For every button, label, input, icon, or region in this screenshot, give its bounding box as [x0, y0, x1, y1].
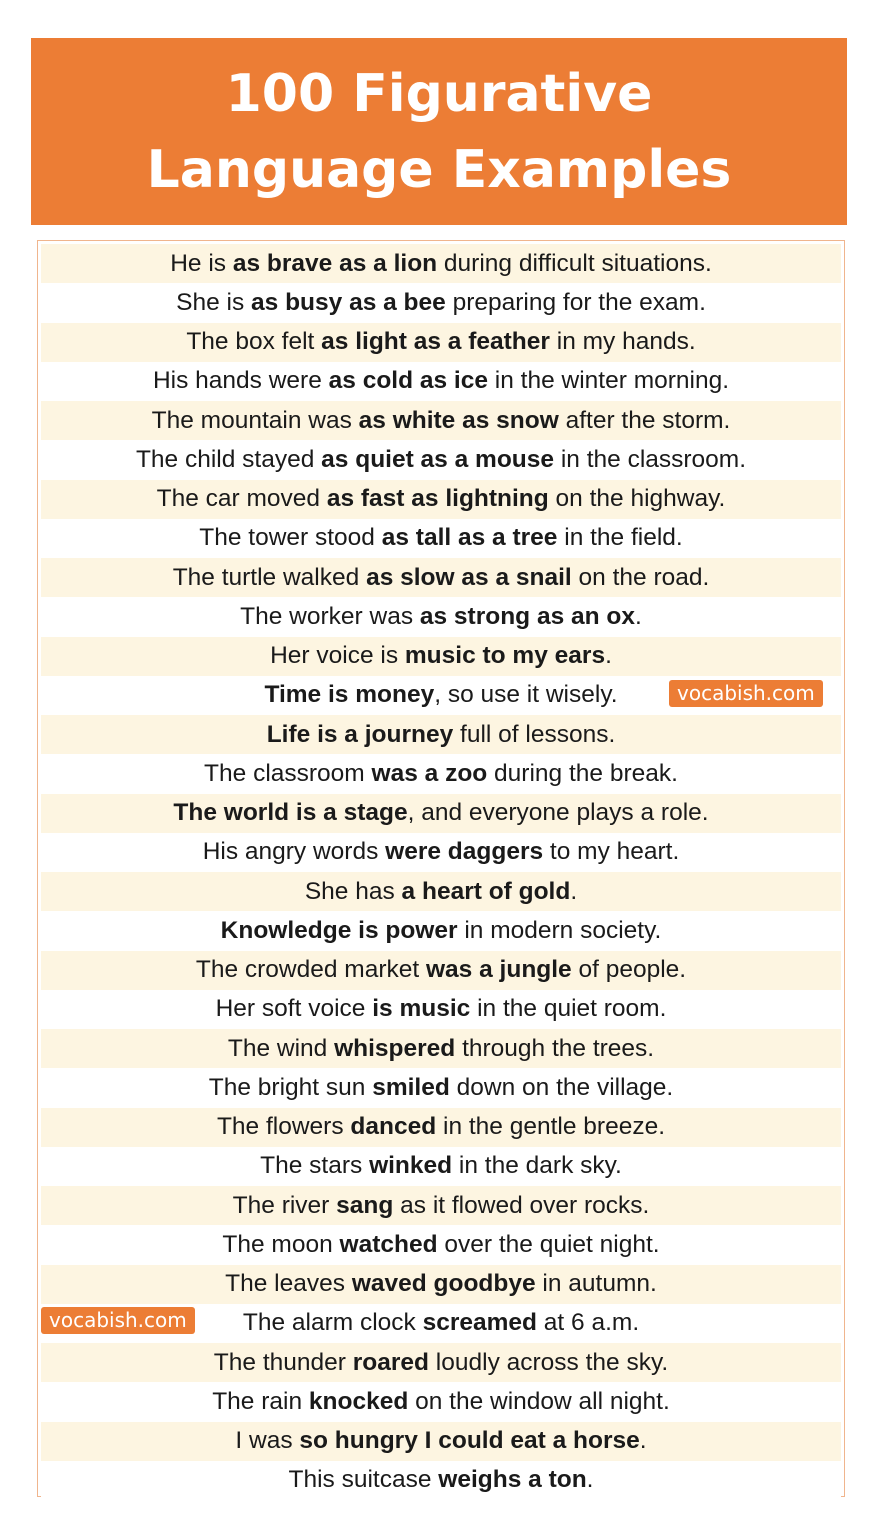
- example-sentence: [170, 250, 712, 278]
- example-text-after: .: [570, 877, 578, 905]
- figurative-phrase: was a jungle: [426, 956, 572, 984]
- example-text-after: .: [586, 1466, 594, 1494]
- example-row: [41, 283, 841, 322]
- example-row: [41, 558, 841, 597]
- example-row: [41, 637, 841, 676]
- figurative-phrase: as light as a feather: [321, 328, 550, 356]
- example-text-after: in the quiet room.: [470, 995, 667, 1023]
- example-text-before: The thunder: [213, 1348, 353, 1376]
- example-text-before: The mountain was: [151, 406, 359, 434]
- example-text-after: in autumn.: [535, 1270, 657, 1298]
- example-sentence: [235, 1427, 646, 1455]
- example-text-before: She is: [176, 288, 252, 316]
- figurative-phrase: Life is a journey: [266, 720, 454, 748]
- example-sentence: [186, 328, 695, 356]
- example-row: [41, 1461, 841, 1500]
- example-text-before: The alarm clock: [242, 1309, 423, 1337]
- example-text-after: , and everyone plays a role.: [407, 799, 709, 827]
- example-text-after: at 6 a.m.: [537, 1309, 640, 1337]
- example-text-after: on the highway.: [548, 485, 726, 513]
- example-sentence: [209, 1074, 673, 1102]
- example-text-after: in the dark sky.: [452, 1152, 622, 1180]
- example-text-after: , so use it wisely.: [434, 681, 618, 709]
- example-sentence: [289, 1466, 594, 1494]
- figurative-phrase: as strong as an ox: [419, 602, 636, 630]
- example-text-after: full of lessons.: [453, 720, 616, 748]
- example-sentence: [270, 642, 612, 670]
- example-text-after: during the break.: [487, 759, 678, 787]
- figurative-phrase: weighs a ton: [438, 1466, 587, 1494]
- example-row: [41, 1147, 841, 1186]
- example-text-before: The leaves: [225, 1270, 352, 1298]
- example-row: [41, 754, 841, 793]
- figurative-phrase: screamed: [422, 1309, 537, 1337]
- example-text-after: after the storm.: [558, 406, 731, 434]
- figurative-phrase: as brave as a lion: [232, 249, 438, 277]
- example-sentence: [152, 407, 731, 435]
- example-text-before: He is: [170, 249, 233, 277]
- example-sentence: [221, 917, 662, 945]
- example-text-after: in the winter morning.: [488, 367, 730, 395]
- example-row: [41, 1382, 841, 1421]
- example-row: [41, 1343, 841, 1382]
- example-row: [41, 872, 841, 911]
- figurative-phrase: sang: [336, 1191, 394, 1219]
- title-line-2: Language Examples: [146, 139, 732, 200]
- example-row: [41, 1225, 841, 1264]
- figurative-phrase: roared: [352, 1348, 429, 1376]
- example-text-before: The moon: [222, 1230, 340, 1258]
- page-title: [147, 56, 732, 208]
- figurative-phrase: as tall as a tree: [381, 524, 558, 552]
- example-row: [41, 597, 841, 636]
- example-row: [41, 1422, 841, 1461]
- title-line-1: 100 Figurative: [225, 63, 653, 124]
- example-text-before: The rain: [212, 1387, 309, 1415]
- example-text-before: I was: [235, 1427, 300, 1455]
- example-text-before: His hands were: [152, 367, 329, 395]
- example-text-after: on the window all night.: [408, 1387, 670, 1415]
- example-sentence: [240, 603, 642, 631]
- example-text-before: Her soft voice: [215, 995, 373, 1023]
- example-row: [41, 1108, 841, 1147]
- example-sentence: [136, 446, 746, 474]
- figurative-phrase: The world is a stage: [173, 799, 408, 827]
- example-sentence: [260, 1152, 622, 1180]
- example-sentence: [243, 1309, 639, 1337]
- figurative-phrase: as slow as a snail: [366, 563, 572, 591]
- example-text-after: .: [639, 1427, 647, 1455]
- example-text-before: The classroom: [204, 759, 372, 787]
- example-row: [41, 519, 841, 558]
- example-text-before: The stars: [260, 1152, 370, 1180]
- example-sentence: [217, 1113, 665, 1141]
- figurative-phrase: as cold as ice: [328, 367, 488, 395]
- example-row: [41, 951, 841, 990]
- example-row: [41, 440, 841, 479]
- example-text-before: The car moved: [156, 485, 327, 513]
- title-banner: [31, 38, 847, 225]
- example-text-before: The tower stood: [199, 524, 382, 552]
- example-sentence: [176, 289, 706, 317]
- example-text-after: loudly across the sky.: [429, 1348, 669, 1376]
- example-text-after: through the trees.: [455, 1034, 655, 1062]
- example-text-after: as it flowed over rocks.: [393, 1191, 650, 1219]
- example-text-after: down on the village.: [449, 1073, 674, 1101]
- example-text-before: The river: [232, 1191, 337, 1219]
- figurative-phrase: as fast as lightning: [326, 485, 549, 513]
- example-row: [41, 244, 841, 283]
- example-text-after: during difficult situations.: [437, 249, 712, 277]
- example-sentence: [267, 721, 616, 749]
- example-row: [41, 1068, 841, 1107]
- example-sentence: [157, 485, 726, 513]
- example-row: [41, 1186, 841, 1225]
- example-text-after: to my heart.: [543, 838, 680, 866]
- figurative-phrase: watched: [339, 1230, 438, 1258]
- example-sentence: [264, 681, 617, 709]
- example-text-before: The flowers: [216, 1113, 351, 1141]
- figurative-phrase: smiled: [372, 1073, 450, 1101]
- figurative-phrase: is music: [372, 995, 471, 1023]
- example-text-after: on the road.: [571, 563, 710, 591]
- figurative-phrase: danced: [350, 1113, 437, 1141]
- example-row: [41, 1029, 841, 1068]
- example-text-after: in the field.: [557, 524, 683, 552]
- example-text-before: The crowded market: [195, 956, 426, 984]
- figurative-phrase: music to my ears: [404, 642, 606, 670]
- example-sentence: [196, 956, 686, 984]
- figurative-phrase: Knowledge is power: [220, 916, 458, 944]
- example-sentence: [305, 878, 577, 906]
- figurative-phrase: whispered: [334, 1034, 456, 1062]
- figurative-phrase: so hungry I could eat a horse: [299, 1427, 640, 1455]
- figurative-phrase: was a zoo: [371, 759, 488, 787]
- example-text-before: The box felt: [186, 328, 322, 356]
- figurative-phrase: as white as snow: [358, 406, 559, 434]
- figurative-phrase: a heart of gold: [401, 877, 571, 905]
- figurative-phrase: as quiet as a mouse: [321, 445, 555, 473]
- example-text-after: .: [605, 642, 612, 670]
- example-text-before: The child stayed: [135, 445, 322, 473]
- example-text-after: over the quiet night.: [437, 1230, 660, 1258]
- example-row: [41, 833, 841, 872]
- example-sentence: [203, 838, 680, 866]
- example-sentence: [228, 1035, 654, 1063]
- figurative-phrase: as busy as a bee: [251, 288, 446, 316]
- example-sentence: [212, 1388, 670, 1416]
- example-text-after: in the classroom.: [554, 445, 747, 473]
- example-row: [41, 990, 841, 1029]
- example-text-after: in the gentle breeze.: [436, 1113, 666, 1141]
- example-row: [41, 401, 841, 440]
- watermark-badge: vocabish.com: [669, 680, 823, 707]
- figurative-phrase: waved goodbye: [351, 1270, 536, 1298]
- example-sentence: [199, 524, 683, 552]
- example-row: [41, 1265, 841, 1304]
- example-sentence: [173, 799, 708, 827]
- example-text-after: in my hands.: [549, 328, 696, 356]
- example-text-before: Her voice is: [270, 642, 405, 670]
- figurative-phrase: were daggers: [385, 838, 544, 866]
- example-sentence: [222, 1231, 659, 1259]
- example-text-after: in modern society.: [457, 916, 662, 944]
- example-sentence: [204, 760, 678, 788]
- example-text-before: She has: [304, 877, 402, 905]
- example-sentence: [225, 1270, 657, 1298]
- example-sentence: [173, 564, 710, 592]
- example-row: [41, 794, 841, 833]
- example-text-after: of people.: [571, 956, 687, 984]
- example-text-after: preparing for the exam.: [445, 288, 706, 316]
- example-text-before: The wind: [227, 1034, 335, 1062]
- example-sentence: [214, 1349, 668, 1377]
- figurative-phrase: winked: [369, 1152, 453, 1180]
- example-row: [41, 911, 841, 950]
- figurative-phrase: Time is money: [264, 681, 435, 709]
- example-row: [41, 362, 841, 401]
- watermark-badge: vocabish.com: [41, 1307, 195, 1334]
- example-text-before: This suitcase: [288, 1466, 439, 1494]
- example-sentence: [153, 367, 729, 395]
- example-row: [41, 323, 841, 362]
- example-text-after: .: [635, 602, 642, 630]
- example-text-before: His angry words: [202, 838, 386, 866]
- figurative-phrase: knocked: [308, 1387, 409, 1415]
- example-text-before: The bright sun: [208, 1073, 373, 1101]
- example-text-before: The worker was: [240, 602, 420, 630]
- example-sentence: [233, 1192, 650, 1220]
- example-text-before: The turtle walked: [172, 563, 367, 591]
- example-row: [41, 480, 841, 519]
- example-sentence: [216, 995, 667, 1023]
- example-row: [41, 715, 841, 754]
